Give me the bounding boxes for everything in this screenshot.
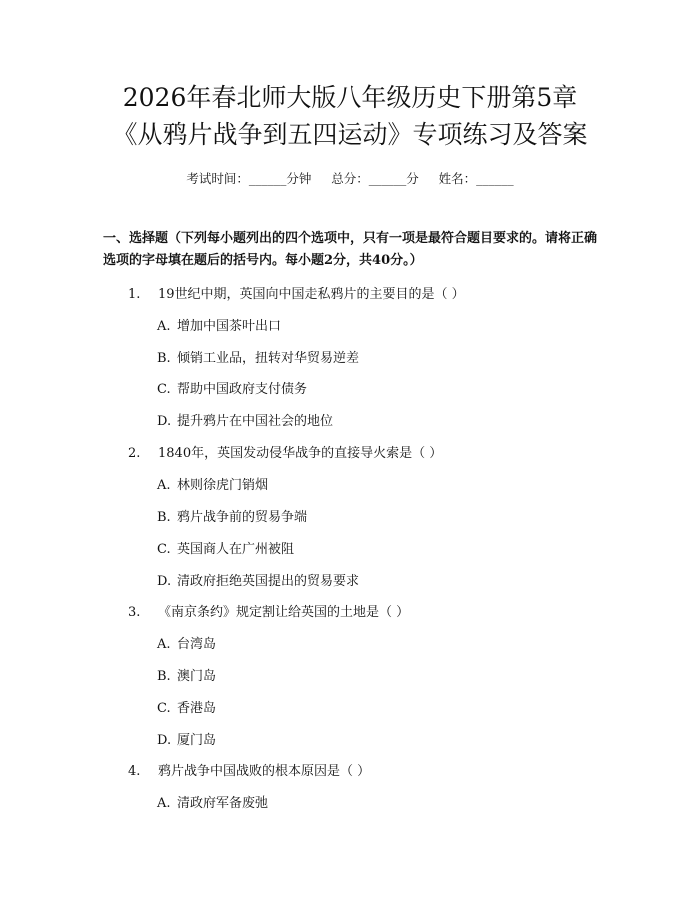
option-letter: A. bbox=[157, 319, 171, 334]
option-text: 厦门岛 bbox=[177, 733, 217, 748]
option bbox=[157, 410, 333, 429]
option bbox=[157, 378, 307, 397]
title-line-1: 2026年春北师大版八年级历史下册第5章 bbox=[122, 83, 578, 112]
exam-meta: 考试时间：______分钟 总分：______分 姓名：______ bbox=[186, 171, 514, 186]
option bbox=[157, 347, 359, 366]
question-text: 19世纪中期，英国向中国走私鸦片的主要目的是（ ） bbox=[158, 287, 465, 302]
option bbox=[157, 792, 268, 811]
option bbox=[157, 315, 281, 334]
option-text: 鸦片战争前的贸易争端 bbox=[177, 510, 308, 525]
option-text: 清政府拒绝英国提出的贸易要求 bbox=[177, 574, 360, 589]
option-letter: C. bbox=[157, 382, 171, 397]
question-number: 1. bbox=[128, 287, 141, 302]
question-text: 《南京条约》规定割让给英国的土地是（ ） bbox=[158, 605, 410, 620]
option bbox=[157, 538, 294, 557]
title-line-2: 《从鸦片战争到五四运动》专项练习及答案 bbox=[112, 120, 588, 149]
question-number: 2. bbox=[128, 446, 141, 461]
option-text: 澳门岛 bbox=[177, 669, 217, 684]
question-4 bbox=[128, 760, 370, 779]
option-text: 香港岛 bbox=[177, 701, 217, 716]
option bbox=[157, 697, 216, 716]
question-text: 鸦片战争中国战败的根本原因是（ ） bbox=[158, 764, 371, 779]
option-text: 倾销工业品，扭转对华贸易逆差 bbox=[177, 351, 360, 366]
option-letter: B. bbox=[157, 510, 171, 525]
option bbox=[157, 665, 216, 684]
option-letter: C. bbox=[157, 701, 171, 716]
option-text: 增加中国茶叶出口 bbox=[177, 319, 282, 334]
option-letter: C. bbox=[157, 542, 171, 557]
option-letter: A. bbox=[157, 637, 171, 652]
section-heading: 一、选择题（下列每小题列出的四个选项中，只有一项是最符合题目要求的。请将正确选项的字母填在题后的括号内。每小题2分，共40分。） bbox=[103, 231, 598, 268]
question-number: 4. bbox=[128, 764, 141, 779]
option-letter: B. bbox=[157, 669, 171, 684]
option bbox=[157, 570, 359, 589]
option-letter: D. bbox=[157, 574, 172, 589]
option-text: 帮助中国政府支付债务 bbox=[177, 382, 308, 397]
option-letter: A. bbox=[157, 796, 171, 811]
option-text: 林则徐虎门销烟 bbox=[177, 478, 269, 493]
question-text: 1840年，英国发动侵华战争的直接导火索是（ ） bbox=[158, 446, 443, 461]
option-text: 清政府军备废弛 bbox=[177, 796, 269, 811]
option bbox=[157, 506, 307, 525]
option-text: 提升鸦片在中国社会的地位 bbox=[177, 414, 334, 429]
option-letter: B. bbox=[157, 351, 171, 366]
option-text: 英国商人在广州被阻 bbox=[177, 542, 295, 557]
option-letter: D. bbox=[157, 733, 172, 748]
option-text: 台湾岛 bbox=[177, 637, 217, 652]
option-letter: D. bbox=[157, 414, 172, 429]
question-1 bbox=[128, 283, 465, 302]
question-number: 3. bbox=[128, 605, 141, 620]
option-letter: A. bbox=[157, 478, 171, 493]
option bbox=[157, 729, 216, 748]
option bbox=[157, 474, 268, 493]
question-2 bbox=[128, 442, 442, 461]
question-3 bbox=[128, 601, 409, 620]
option bbox=[157, 633, 216, 652]
